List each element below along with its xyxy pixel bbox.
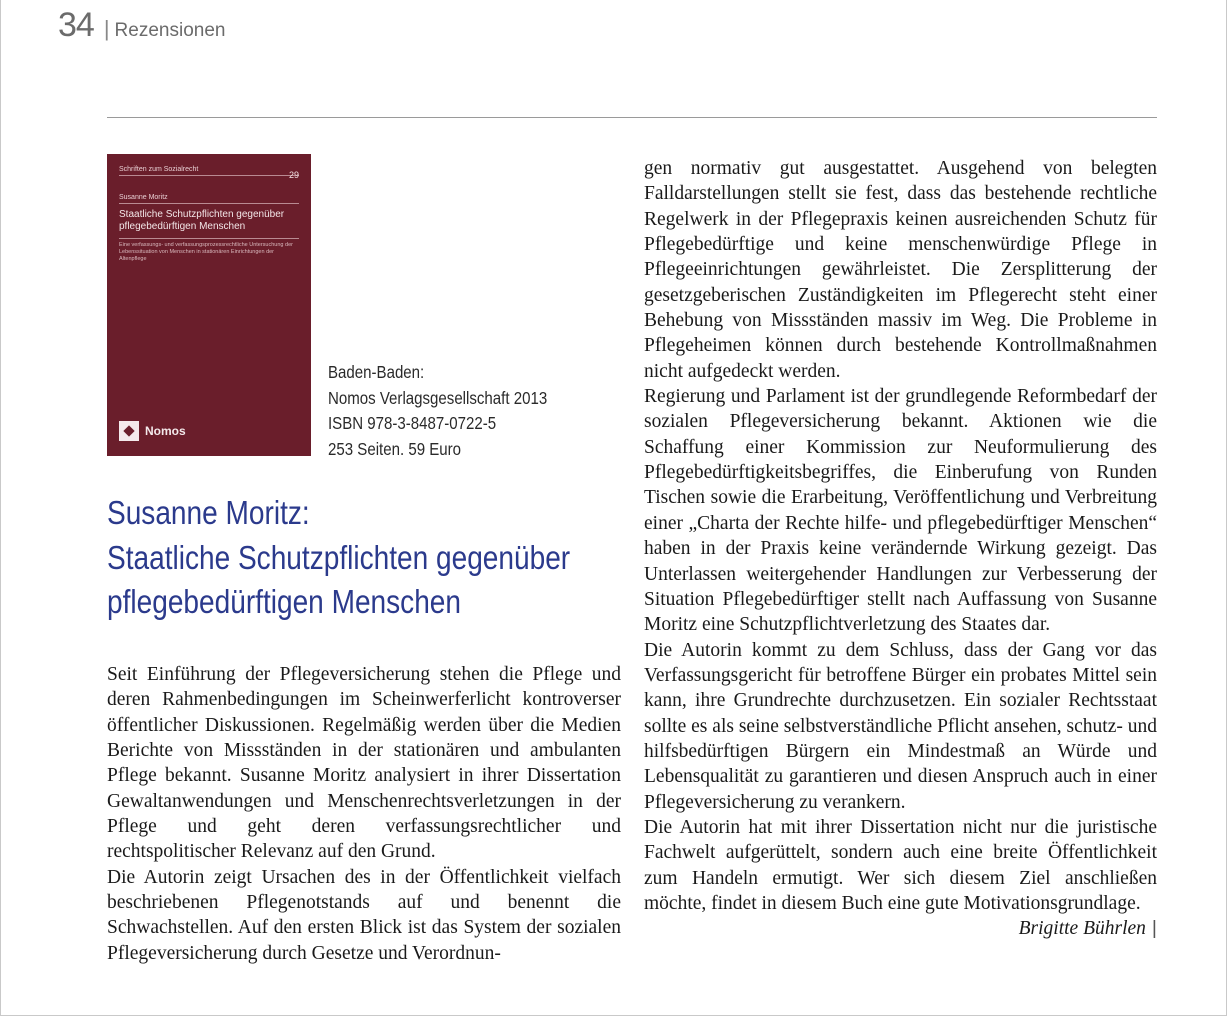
header-rule	[107, 117, 1157, 118]
reviewer-signature	[644, 916, 1157, 941]
pub-publisher: Nomos Verlagsgesellschaft 2013	[328, 387, 548, 408]
publication-info	[328, 360, 583, 462]
paragraph: Die Autorin hat mit ihrer Dissertation nicht nur die juristische Fachwelt aufgerüttelt, sondern auch eine breite Öffentlichkeit zum Handeln ermutigt. Wer sich diesem Ziel anschließen möchte, findet in diesem Buch eine gute Motivationsgrundlage.	[644, 816, 1157, 914]
publisher-logo-label: Nomos	[145, 424, 186, 438]
review-title-line-2: pflegebedürftigen Menschen	[107, 583, 461, 620]
review-title-author: Susanne Moritz:	[107, 494, 310, 531]
paragraph: Seit Einführung der Pflegeversicherung stehen die Pflege und deren Rahmenbedingungen im Scheinwerferlicht kontroverser öffentlicher Diskussionen. Regelmäßig werden über die Medien Berichte von Missständen in der stationären und ambulanten Pflege bekannt. Susanne Moritz analysiert in ihrer Dissertation Gewaltanwendungen und Menschenrechtsverletzungen in der Pflege und geht deren verfassungsrechtlicher und rechtspolitischer Relevanz auf den Grund.	[107, 664, 621, 863]
reviewer-name: Brigitte Bührlen	[1018, 918, 1146, 940]
paragraph: gen normativ gut ausgestattet. Ausgehend von belegten Falldarstellungen stellt sie fest, dass das bestehende rechtliche Regelwerk in der Pflegepraxis keinen ausreichenden Schutz für Pflegebedürftige und keine menschenwürdige Pflege in Pflegeeinrichtungen gewährleistet. Die Zersplitterung der gesetzgeberischen Zuständigkeiten im Pflegerecht steht einer Behebung von Missständen massiv im Weg. Die Probleme in Pflegeheimen können durch bestehende Kontrollmaßnahmen nicht aufgedeckt werden.	[644, 158, 1157, 382]
nomos-logo-icon	[119, 421, 139, 441]
running-header	[58, 6, 225, 45]
review-title-line-1: Staatliche Schutzpflichten gegenüber	[107, 538, 571, 576]
cover-subtitle: Eine verfassungs- und verfassungsprozessrechtliche Untersuchung der Lebenssituation von Menschen in stationären Einrichtungen der Altenpflege	[119, 238, 299, 263]
cover-title: Staatliche Schutzpflichten gegenüber pflegebedürftigen Menschen	[119, 209, 285, 232]
paragraph: Die Autorin zeigt Ursachen des in der Öffentlichkeit vielfach beschriebenen Pflegenotstands auf und benennt die Schwachstellen. Auf den ersten Blick ist das System der sozialen Pflegeversicherung durch Gesetze und Verordnun-	[107, 866, 621, 964]
section-name: Rezensionen	[114, 20, 226, 41]
page-number: 34	[58, 6, 94, 44]
pub-isbn: ISBN 978-3-8487-0722-5	[328, 413, 497, 434]
body-column-right	[644, 156, 1157, 942]
review-title	[107, 491, 652, 625]
book-cover-image	[107, 154, 311, 456]
header-separator: |	[103, 16, 110, 41]
pub-place: Baden-Baden:	[328, 362, 425, 382]
pub-pages-price: 253 Seiten. 59 Euro	[328, 438, 462, 459]
cover-author: Susanne Moritz	[119, 194, 299, 204]
cover-series: Schriften zum Sozialrecht	[119, 166, 299, 176]
paragraph: Regierung und Parlament ist der grundlegende Reformbedarf der sozialen Pflegeversicherung bekannt. Aktionen wie die Schaffung einer Kommission zur Neuformulierung des Pflegebedürftigkeitsbegriffes, die Einberufung von Runden Tischen sowie die Erarbeitung, Veröffentlichung und Verbreitung einer „Charta der Rechte hilfe- und pflegebedürftiger Menschen“ haben in der Praxis keine verändernde Wirkung gezeigt. Das Unterlassen weitergehender Handlungen zur Verbesserung der Situation Pflegebedürftiger stellt nach Auffassung von Susanne Moritz eine Schutzpflichtverletzung des Staates dar.	[644, 386, 1157, 636]
end-mark: |	[1151, 917, 1157, 940]
publisher-logo	[119, 421, 186, 441]
paragraph: Die Autorin kommt zu dem Schluss, dass der Gang vor das Verfassungsgericht für betroffene Bürger ein probates Mittel sein kann, ihre Grundrechte durchzusetzen. Ein sozialer Rechtsstaat sollte es als seine selbstverständliche Pflicht ansehen, schutz- und hilfsbedürftigen Bürgern ein Mindestmaß an Würde und Lebensqualität zu garantieren und diesen Anspruch auch in einer Pflegeversicherung zu verankern.	[644, 639, 1157, 813]
cover-volume-number: 29	[288, 170, 299, 180]
body-column-left	[107, 662, 621, 966]
